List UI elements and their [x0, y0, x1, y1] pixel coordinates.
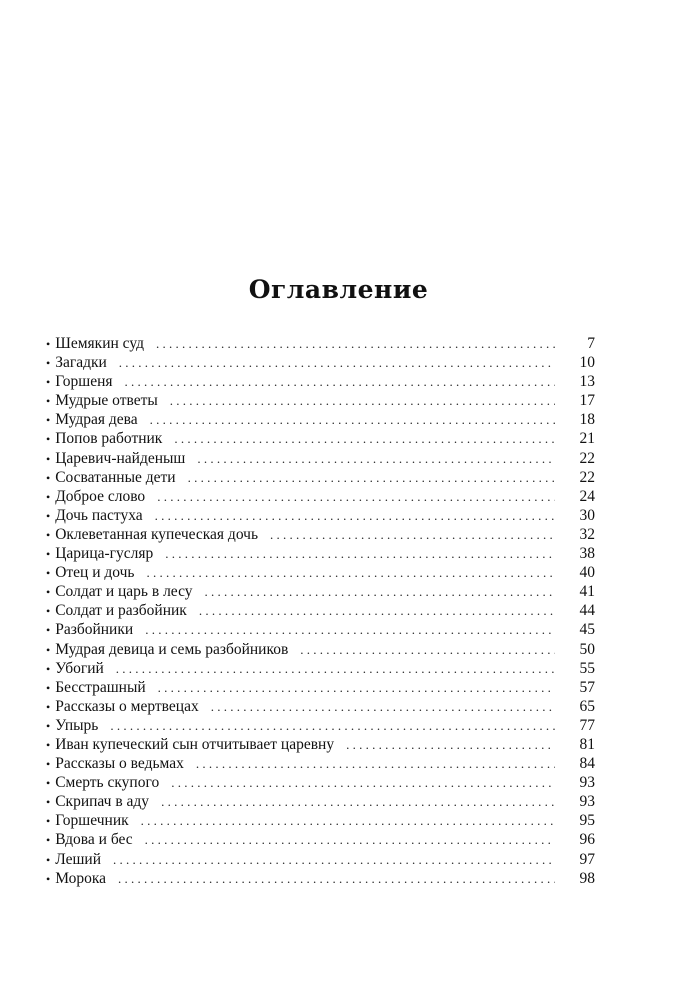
bullet-icon: •	[46, 413, 51, 428]
toc-entry[interactable]	[46, 850, 595, 869]
toc-entry-page-number: 45	[579, 621, 595, 639]
dot-leader	[110, 716, 555, 735]
toc-entry-page-number: 77	[579, 716, 595, 734]
toc-entry[interactable]	[46, 640, 595, 659]
toc-entry-page-number: 24	[579, 487, 595, 505]
toc-entry[interactable]	[46, 468, 595, 487]
toc-entry-title[interactable]: Отец и дочь	[55, 564, 135, 582]
page-title: Оглавление	[248, 274, 429, 304]
toc-entry[interactable]	[46, 429, 595, 448]
toc-entry-title[interactable]: Царица-гусляр	[55, 545, 154, 563]
bullet-icon: •	[46, 432, 51, 447]
toc-entry[interactable]	[46, 678, 595, 697]
toc-entry-page-number: 17	[579, 392, 595, 410]
toc-entry[interactable]	[46, 410, 595, 429]
toc-entry-title[interactable]: Солдат и разбойник	[55, 602, 187, 620]
toc-entry[interactable]	[46, 869, 595, 888]
toc-entry-page-number: 95	[579, 812, 595, 830]
bullet-icon: •	[46, 394, 51, 409]
toc-entry-title[interactable]: Бесстрашный	[55, 678, 146, 696]
dot-leader	[171, 773, 555, 792]
toc-entry[interactable]	[46, 811, 595, 830]
toc-entry[interactable]	[46, 792, 595, 811]
bullet-icon: •	[46, 337, 51, 351]
toc-entry-title[interactable]: Скрипач в аду	[55, 793, 150, 811]
dot-leader	[155, 506, 555, 525]
toc-entry[interactable]	[46, 506, 595, 525]
toc-entry[interactable]	[46, 773, 595, 792]
bullet-icon: •	[46, 356, 51, 371]
dot-leader	[119, 353, 555, 372]
toc-entry-page-number: 81	[579, 735, 595, 753]
toc-entry-page-number: 32	[579, 525, 595, 543]
toc-entry-title[interactable]: Мудрая дева	[55, 411, 138, 429]
dot-leader	[156, 334, 555, 353]
dot-leader	[157, 487, 555, 506]
dot-leader	[141, 811, 555, 830]
toc-entry[interactable]	[46, 544, 595, 563]
toc-entry-page-number: 10	[579, 354, 595, 372]
dot-leader	[197, 449, 555, 468]
toc-entry-title[interactable]: Смерть скупого	[55, 774, 160, 792]
dot-leader	[205, 582, 556, 601]
bullet-icon: •	[46, 871, 51, 886]
bullet-icon: •	[46, 776, 51, 791]
toc-entry-title[interactable]: Царевич-найденыш	[55, 449, 186, 467]
toc-entry[interactable]	[46, 563, 595, 582]
toc-entry-title[interactable]: Вдова и бес	[55, 831, 133, 849]
dot-leader	[147, 563, 556, 582]
bullet-icon: •	[46, 737, 51, 752]
toc-entry-title[interactable]: Морока	[55, 869, 107, 887]
toc-entry[interactable]	[46, 620, 595, 639]
bullet-icon: •	[46, 642, 51, 657]
bullet-icon: •	[46, 585, 51, 600]
toc-entry-title[interactable]: Сосватанные дети	[55, 468, 176, 486]
bullet-icon: •	[46, 451, 51, 466]
toc-entry-page-number: 38	[579, 545, 595, 563]
dot-leader	[158, 678, 555, 697]
bullet-icon: •	[46, 566, 51, 581]
toc-entry[interactable]	[46, 525, 595, 544]
toc-entry-title[interactable]: Оклеветанная купеческая дочь	[55, 525, 259, 543]
toc-entry-title[interactable]: Мудрая девица и семь разбойников	[55, 640, 289, 658]
dot-leader	[346, 735, 555, 754]
dot-leader	[118, 869, 555, 888]
toc-entry-page-number: 22	[579, 468, 595, 486]
toc-entry-page-number: 84	[579, 755, 595, 773]
bullet-icon: •	[46, 375, 51, 390]
toc-entry-page-number: 93	[579, 774, 595, 792]
toc-entry-title[interactable]: Упырь	[55, 716, 99, 734]
bullet-icon: •	[46, 680, 51, 695]
toc-entry-title[interactable]: Рассказы о ведьмах	[55, 755, 184, 773]
toc-entry-page-number: 50	[579, 640, 595, 658]
toc-entry-title[interactable]: Рассказы о мертвецах	[55, 697, 199, 715]
dot-leader	[199, 601, 555, 620]
bullet-icon: •	[46, 470, 51, 485]
table-of-contents	[46, 334, 595, 888]
toc-entry-title[interactable]: Шемякин суд	[55, 335, 144, 352]
toc-entry[interactable]	[46, 601, 595, 620]
toc-entry[interactable]	[46, 659, 595, 678]
bullet-icon: •	[46, 527, 51, 542]
toc-entry-page-number: 13	[579, 373, 595, 391]
dot-leader	[161, 792, 555, 811]
bullet-icon: •	[46, 623, 51, 638]
toc-entry-page-number: 55	[579, 659, 595, 677]
bullet-icon: •	[46, 604, 51, 619]
bullet-icon: •	[46, 852, 51, 867]
dot-leader	[196, 754, 555, 773]
dot-leader	[145, 620, 555, 639]
dot-leader	[211, 697, 555, 716]
bullet-icon: •	[46, 547, 51, 562]
toc-entry[interactable]	[46, 716, 595, 735]
dot-leader	[170, 391, 555, 410]
toc-entry-page-number: 97	[579, 850, 595, 868]
toc-entry[interactable]	[46, 754, 595, 773]
toc-entry-page-number: 21	[579, 430, 595, 448]
toc-entry-title[interactable]: Солдат и царь в лесу	[55, 583, 193, 601]
toc-entry[interactable]	[46, 487, 595, 506]
toc-entry-title[interactable]: Загадки	[55, 354, 107, 372]
toc-entry[interactable]	[46, 582, 595, 601]
bullet-icon: •	[46, 699, 51, 714]
bullet-icon: •	[46, 795, 51, 810]
toc-entry-page-number: 41	[579, 583, 595, 601]
toc-entry-title[interactable]: Мудрые ответы	[55, 392, 158, 410]
toc-entry-title[interactable]: Дочь пастуха	[55, 506, 143, 524]
dot-leader	[165, 544, 555, 563]
toc-entry-title[interactable]: Горшеня	[55, 373, 113, 391]
toc-entry-title[interactable]: Разбойники	[55, 621, 134, 639]
toc-entry-page-number: 18	[579, 411, 595, 429]
toc-entry-page-number: 7	[587, 335, 595, 352]
toc-entry[interactable]	[46, 353, 595, 372]
toc-entry-page-number: 44	[579, 602, 595, 620]
dot-leader	[116, 659, 555, 678]
dot-leader	[300, 640, 555, 659]
bullet-icon: •	[46, 757, 51, 772]
bullet-icon: •	[46, 833, 51, 848]
toc-entry[interactable]	[46, 697, 595, 716]
toc-entry-title[interactable]: Попов работник	[55, 430, 163, 448]
bullet-icon: •	[46, 489, 51, 504]
bullet-icon: •	[46, 718, 51, 733]
toc-entry[interactable]	[46, 391, 595, 410]
toc-entry-page-number: 65	[579, 697, 595, 715]
toc-entry-page-number: 57	[579, 678, 595, 696]
dot-leader	[113, 850, 555, 869]
toc-entry-page-number: 30	[579, 506, 595, 524]
bullet-icon: •	[46, 661, 51, 676]
toc-entry[interactable]	[46, 735, 595, 754]
dot-leader	[150, 410, 555, 429]
dot-leader	[125, 372, 555, 391]
toc-entry[interactable]	[46, 334, 595, 353]
toc-entry-title[interactable]: Убогий	[55, 659, 104, 677]
toc-entry-title[interactable]: Доброе слово	[55, 487, 146, 505]
bullet-icon: •	[46, 814, 51, 829]
dot-leader	[145, 830, 555, 849]
toc-entry-title[interactable]: Иван купеческий сын отчитывает царевну	[55, 735, 335, 753]
toc-entry-title[interactable]: Леший	[55, 850, 102, 868]
dot-leader	[188, 468, 555, 487]
toc-entry-page-number: 93	[579, 793, 595, 811]
toc-entry-page-number: 98	[579, 869, 595, 887]
toc-entry-page-number: 96	[579, 831, 595, 849]
toc-entry-page-number: 22	[579, 449, 595, 467]
bullet-icon: •	[46, 508, 51, 523]
dot-leader	[174, 429, 555, 448]
toc-entry[interactable]	[46, 372, 595, 391]
toc-entry-page-number: 40	[579, 564, 595, 582]
dot-leader	[270, 525, 555, 544]
toc-entry[interactable]	[46, 830, 595, 849]
toc-entry[interactable]	[46, 449, 595, 468]
toc-entry-title[interactable]: Горшечник	[55, 812, 129, 830]
